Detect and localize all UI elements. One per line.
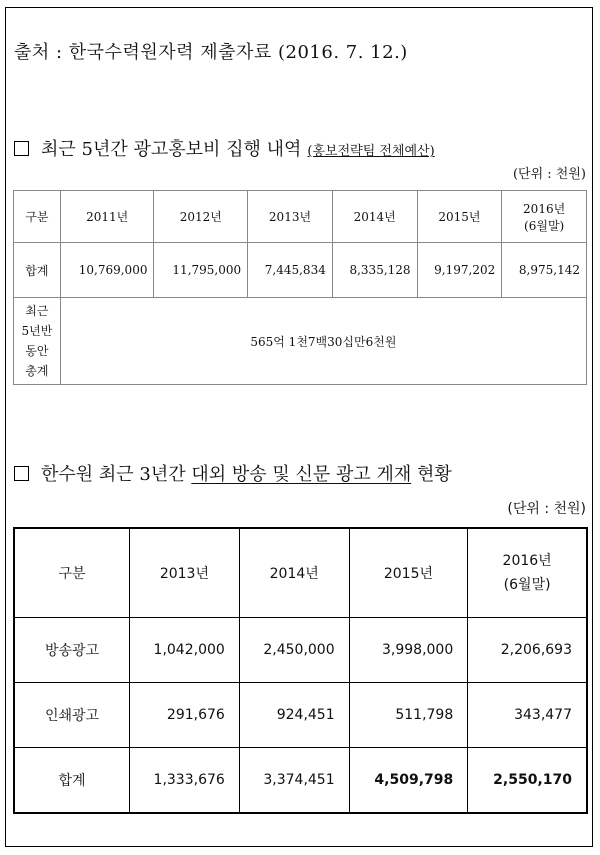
header-cell: 구분 — [14, 191, 61, 243]
section1-unit: (단위 : 천원) — [512, 167, 586, 182]
header-cell: 2016년 (6월말) — [468, 528, 587, 618]
header-cell: 2015년 — [349, 528, 468, 618]
table-cell: 924,451 — [239, 683, 349, 748]
header-cell: 2013년 — [248, 191, 333, 243]
table-cell: 7,445,834 — [248, 243, 333, 298]
table-row — [14, 298, 587, 385]
table-cell: 11,795,000 — [154, 243, 248, 298]
source-line: 출처 : 한국수력원자력 제출자료 (2016. 7. 12.) — [14, 42, 408, 63]
table-header-row — [14, 528, 587, 618]
table-cell: 511,798 — [349, 683, 468, 748]
table-cell: 10,769,000 — [60, 243, 154, 298]
table-cell: 4,509,798 — [349, 748, 468, 814]
ad-budget-table — [13, 190, 587, 385]
header-cell: 2014년 — [332, 191, 417, 243]
ad-placement-table — [13, 527, 588, 814]
table-row — [14, 243, 587, 298]
table-cell: 291,676 — [130, 683, 240, 748]
header-cell: 구분 — [14, 528, 130, 618]
header-cell: 2013년 — [130, 528, 240, 618]
header-cell: 2014년 — [239, 528, 349, 618]
table-cell: 343,477 — [468, 683, 587, 748]
row-label: 최근 5년반 동안 총계 — [14, 298, 61, 385]
table-cell: 9,197,202 — [417, 243, 502, 298]
table-cell: 1,042,000 — [130, 618, 240, 683]
table-header-row — [14, 191, 587, 243]
header-cell: 2016년 (6월말) — [502, 191, 587, 243]
checkbox-square-icon — [14, 466, 29, 481]
section1-note: (홍보전략팀 전체예산) — [307, 144, 435, 159]
section1-title-text: 최근 5년간 광고홍보비 집행 내역 — [41, 139, 302, 160]
row-label: 합계 — [14, 748, 130, 814]
row-label: 인쇄광고 — [14, 683, 130, 748]
row-label: 합계 — [14, 243, 61, 298]
section1-title — [14, 135, 435, 161]
table-row — [14, 748, 587, 814]
table-cell: 3,998,000 — [349, 618, 468, 683]
total-value: 565억 1천7백30십만6천원 — [60, 298, 586, 385]
table-cell: 2,550,170 — [468, 748, 587, 814]
header-cell: 2015년 — [417, 191, 502, 243]
section2-title-underlined: 대외 방송 및 신문 광고 게재 — [191, 464, 412, 485]
table-row — [14, 683, 587, 748]
table-row — [14, 618, 587, 683]
header-cell: 2011년 — [60, 191, 154, 243]
table-cell: 1,333,676 — [130, 748, 240, 814]
table-cell: 2,206,693 — [468, 618, 587, 683]
header-cell: 2012년 — [154, 191, 248, 243]
checkbox-square-icon — [14, 141, 29, 156]
section2-title-pre: 한수원 최근 3년간 — [41, 464, 192, 485]
table-cell: 8,975,142 — [502, 243, 587, 298]
section2-title-post: 현황 — [411, 464, 452, 485]
table-cell: 2,450,000 — [239, 618, 349, 683]
table-cell: 3,374,451 — [239, 748, 349, 814]
table-cell: 8,335,128 — [332, 243, 417, 298]
section2-title — [14, 460, 452, 486]
section2-unit: (단위 : 천원) — [507, 501, 586, 517]
row-label: 방송광고 — [14, 618, 130, 683]
